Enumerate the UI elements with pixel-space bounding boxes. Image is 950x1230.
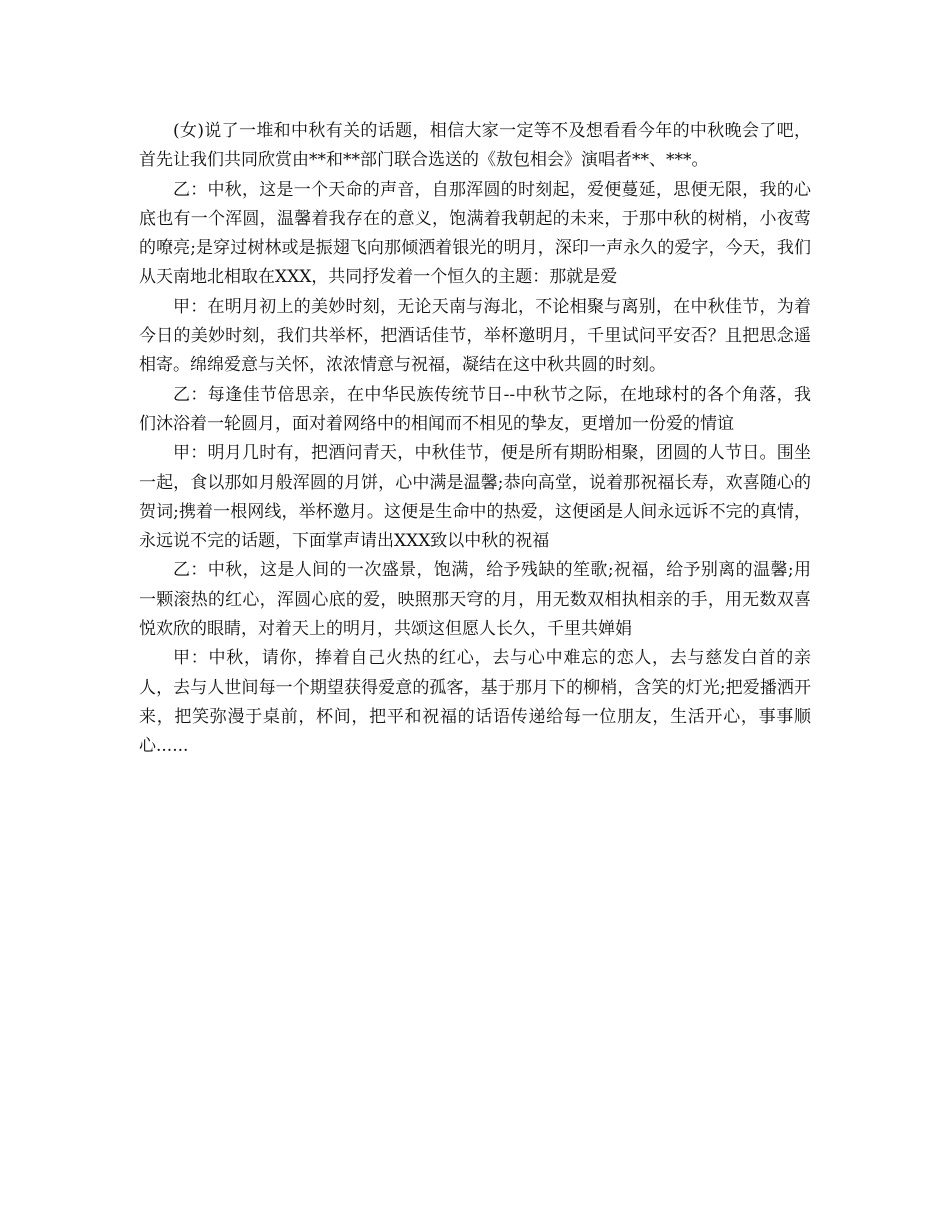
paragraph-yi-2: 乙：每逢佳节倍思亲，在中华民族传统节日--中秋节之际，在地球村的各个角落，我们沐浴着一轮圆月，面对着网络中的相闻而不相见的挚友，更增加一份爱的情谊 xyxy=(139,384,811,434)
paragraph-intro: (女)说了一堆和中秋有关的话题，相信大家一定等不及想看看今年的中秋晚会了吧，首先让我们共同欣赏由**和**部门联合选送的《敖包相会》演唱者**、***。 xyxy=(139,121,811,171)
paragraph-jia-2: 甲：明月几时有，把酒问青天，中秋佳节，便是所有期盼相聚，团圆的人节日。围坐一起，食以那如月般浑圆的月饼，心中满是温馨;恭向高堂，说着那祝福长寿，欢喜随心的贺词;携着一根网线，举杯邀月。这便是生命中的热爱，这便函是人间永远诉不完的真情，永远说不完的话题，下面掌声请出XXX致以中秋的祝福 xyxy=(139,443,811,552)
document-body xyxy=(139,117,811,762)
paragraph-yi-3: 乙：中秋，这是人间的一次盛景，饱满，给予残缺的笙歌;祝福，给予别离的温馨;用一颗滚热的红心，浑圆心底的爱，映照那天穹的月，用无数双相执相亲的手，用无数双喜悦欢欣的眼睛，对着天上的明月，共颂这但愿人长久，千里共婵娟 xyxy=(139,560,811,640)
paragraph-jia-3: 甲：中秋，请你，捧着自己火热的红心，去与心中难忘的恋人，去与慈发白首的亲人，去与人世间每一个期望获得爱意的孤客，基于那月下的柳梢，含笑的灯光;把爱播洒开来，把笑弥漫于桌前，杯间，把平和祝福的话语传递给每一位朋友，生活开心，事事顺心...... xyxy=(139,648,811,757)
paragraph-jia-1: 甲：在明月初上的美妙时刻，无论天南与海北，不论相聚与离别，在中秋佳节，为着今日的美妙时刻，我们共举杯，把酒话佳节，举杯邀明月，千里试问平安否？且把思念遥相寄。绵绵爱意与关怀，浓浓情意与祝福，凝结在这中秋共圆的时刻。 xyxy=(139,296,811,376)
paragraph-yi-1: 乙：中秋，这是一个天命的声音，自那浑圆的时刻起，爱便蔓延，思便无限，我的心底也有一个浑圆，温馨着我存在的意义，饱满着我朝起的未来，于那中秋的树梢，小夜莺的嘹亮;是穿过树林或是振翅飞向那倾洒着银光的明月，深印一声永久的爱字，今天，我们从天南地北相取在XXX，共同抒发着一个恒久的主题：那就是爱 xyxy=(139,179,811,288)
